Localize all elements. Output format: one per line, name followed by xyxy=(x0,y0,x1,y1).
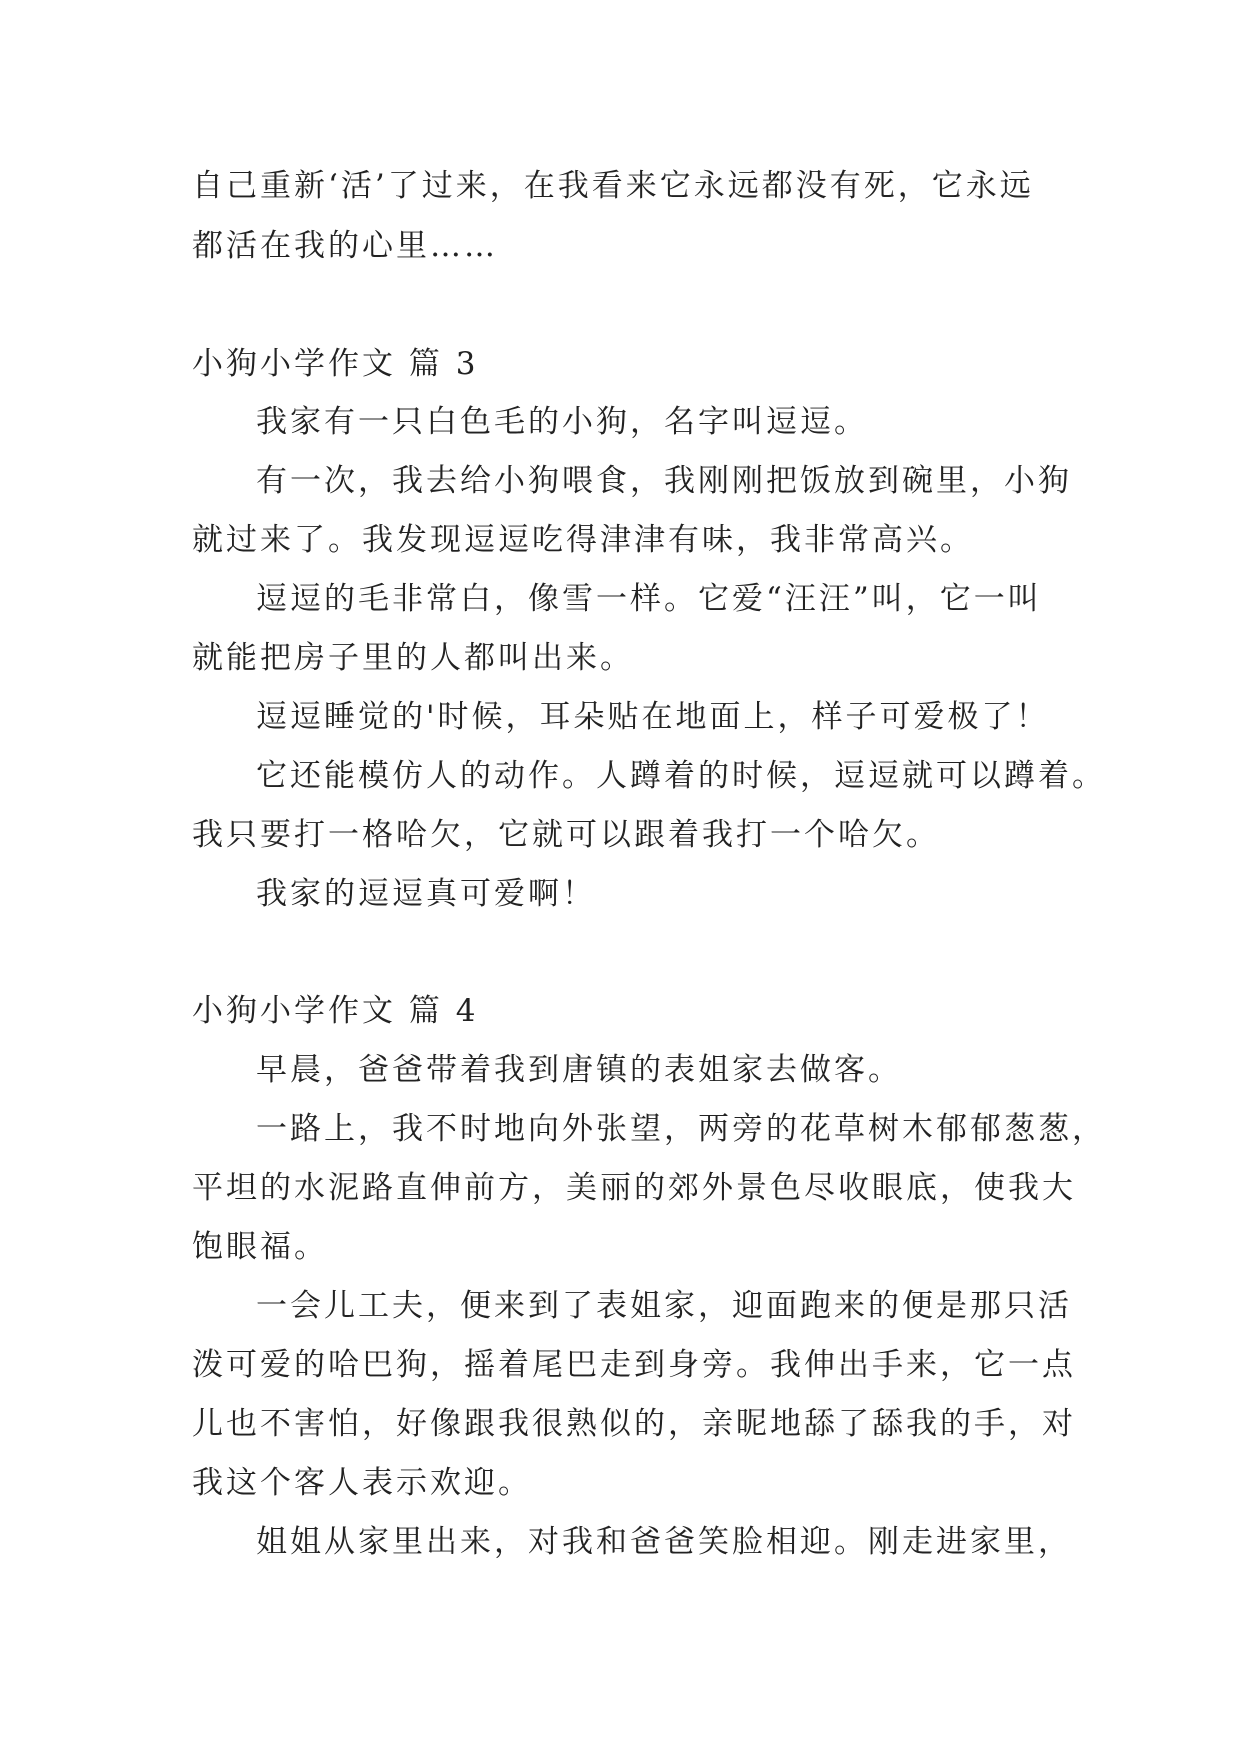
paragraph-line: 就能把房子里的人都叫出来。 xyxy=(192,640,634,676)
paragraph-line: 早晨，爸爸带着我到唐镇的表姐家去做客。 xyxy=(256,1052,902,1088)
paragraph-line: 逗逗睡觉的'时候，耳朵贴在地面上，样子可爱极了！ xyxy=(256,699,1050,735)
paragraph-line: 自己重新‘活’了过来，在我看来它永远都没有死，它永远 xyxy=(192,168,1034,204)
section-heading: 小狗小学作文 篇 3 xyxy=(192,346,479,382)
paragraph-line: 就过来了。我发现逗逗吃得津津有味，我非常高兴。 xyxy=(192,522,974,558)
paragraph-line: 姐姐从家里出来，对我和爸爸笑脸相迎。刚走进家里， xyxy=(256,1524,1072,1560)
paragraph-line: 一路上，我不时地向外张望，两旁的花草树木郁郁葱葱， xyxy=(256,1111,1106,1147)
paragraph-line: 逗逗的毛非常白，像雪一样。它爱“汪汪”叫，它一叫 xyxy=(256,581,1042,617)
paragraph-line: 它还能模仿人的动作。人蹲着的时候，逗逗就可以蹲着。 xyxy=(256,758,1106,794)
section-heading: 小狗小学作文 篇 4 xyxy=(192,993,479,1029)
paragraph-line: 儿也不害怕，好像跟我很熟似的，亲昵地舔了舔我的手，对 xyxy=(192,1406,1076,1442)
paragraph-line: 饱眼福。 xyxy=(192,1229,328,1265)
paragraph-line: 泼可爱的哈巴狗，摇着尾巴走到身旁。我伸出手来，它一点 xyxy=(192,1347,1076,1383)
paragraph-line: 我家有一只白色毛的小狗，名字叫逗逗。 xyxy=(256,404,868,440)
paragraph-line: 都活在我的心里…… xyxy=(192,228,498,264)
paragraph-line: 平坦的水泥路直伸前方，美丽的郊外景色尽收眼底，使我大 xyxy=(192,1170,1076,1206)
paragraph-line: 我这个客人表示欢迎。 xyxy=(192,1465,532,1501)
paragraph-line: 我家的逗逗真可爱啊！ xyxy=(256,876,596,912)
paragraph-line: 我只要打一格哈欠，它就可以跟着我打一个哈欠。 xyxy=(192,817,940,853)
paragraph-line: 一会儿工夫，便来到了表姐家，迎面跑来的便是那只活 xyxy=(256,1288,1072,1324)
paragraph-line: 有一次，我去给小狗喂食，我刚刚把饭放到碗里，小狗 xyxy=(256,463,1072,499)
